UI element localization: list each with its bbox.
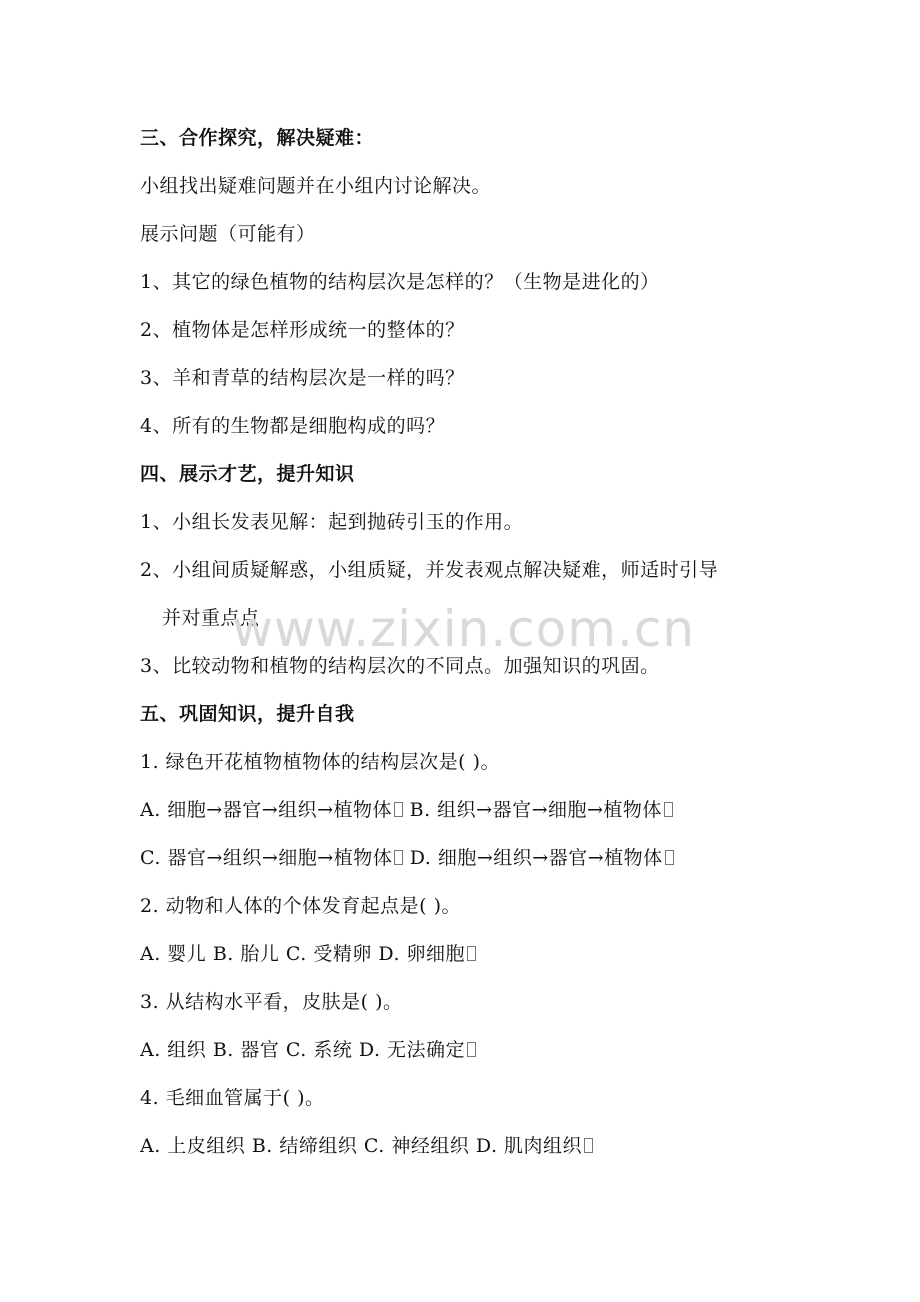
section-4-item-continuation: 并对重点点 (162, 607, 260, 629)
problem-item: 1、其它的绿色植物的结构层次是怎样的？（生物是进化的） (140, 271, 660, 293)
option-a: A. 细胞→器官→组织→植物体 (140, 799, 393, 821)
question-1-options-ab (140, 796, 673, 824)
problem-item: 3、羊和青草的结构层次是一样的吗？ (140, 367, 465, 389)
option-c: C. 器官→组织→细胞→植物体 (140, 847, 393, 869)
problem-item: 4、所有的生物都是细胞构成的吗？ (140, 415, 446, 437)
section-4-item: 1、小组长发表见解：起到抛砖引玉的作用。 (140, 511, 524, 533)
missing-glyph-box (584, 1138, 593, 1153)
section-4-item: 3、比较动物和植物的结构层次的不同点。加强知识的巩固。 (140, 655, 660, 677)
section-4-heading: 四、展示才艺，提升知识 (140, 463, 355, 485)
problem-item: 2、植物体是怎样形成统一的整体的？ (140, 319, 465, 341)
section-4-item: 2、小组间质疑解惑，小组质疑，并发表观点解决疑难，师适时引导 (140, 559, 719, 581)
missing-glyph-box (394, 802, 403, 817)
question-4-options (140, 1132, 593, 1160)
watermark: www.zixin.com.cn (232, 600, 696, 658)
question-1-options-cd (140, 844, 674, 872)
missing-glyph-box (467, 1042, 476, 1057)
option-b: B. 组织→器官→细胞→植物体 (403, 799, 662, 821)
section-3-heading: 三、合作探究，解决疑难： (140, 127, 375, 149)
options-text: A. 组织 B. 器官 C. 系统 D. 无法确定 (140, 1039, 466, 1061)
problems-title: 展示问题（可能有） (140, 223, 316, 245)
question-2-options (140, 940, 476, 968)
missing-glyph-box (665, 850, 674, 865)
missing-glyph-box (394, 850, 403, 865)
section-3-intro: 小组找出疑难问题并在小组内讨论解决。 (140, 175, 492, 197)
options-text: A. 婴儿 B. 胎儿 C. 受精卵 D. 卵细胞 (140, 943, 466, 965)
missing-glyph-box (664, 802, 673, 817)
question-2: 2. 动物和人体的个体发育起点是( )。 (140, 895, 462, 917)
question-1: 1. 绿色开花植物植物体的结构层次是( )。 (140, 751, 501, 773)
options-text: A. 上皮组织 B. 结缔组织 C. 神经组织 D. 肌肉组织 (140, 1135, 583, 1157)
section-5-heading: 五、巩固知识，提升自我 (140, 703, 355, 725)
question-3-options (140, 1036, 476, 1064)
question-4: 4. 毛细血管属于( )。 (140, 1087, 325, 1109)
missing-glyph-box (467, 946, 476, 961)
option-d: D. 细胞→组织→器官→植物体 (403, 847, 663, 869)
question-3: 3. 从结构水平看，皮肤是( )。 (140, 991, 403, 1013)
